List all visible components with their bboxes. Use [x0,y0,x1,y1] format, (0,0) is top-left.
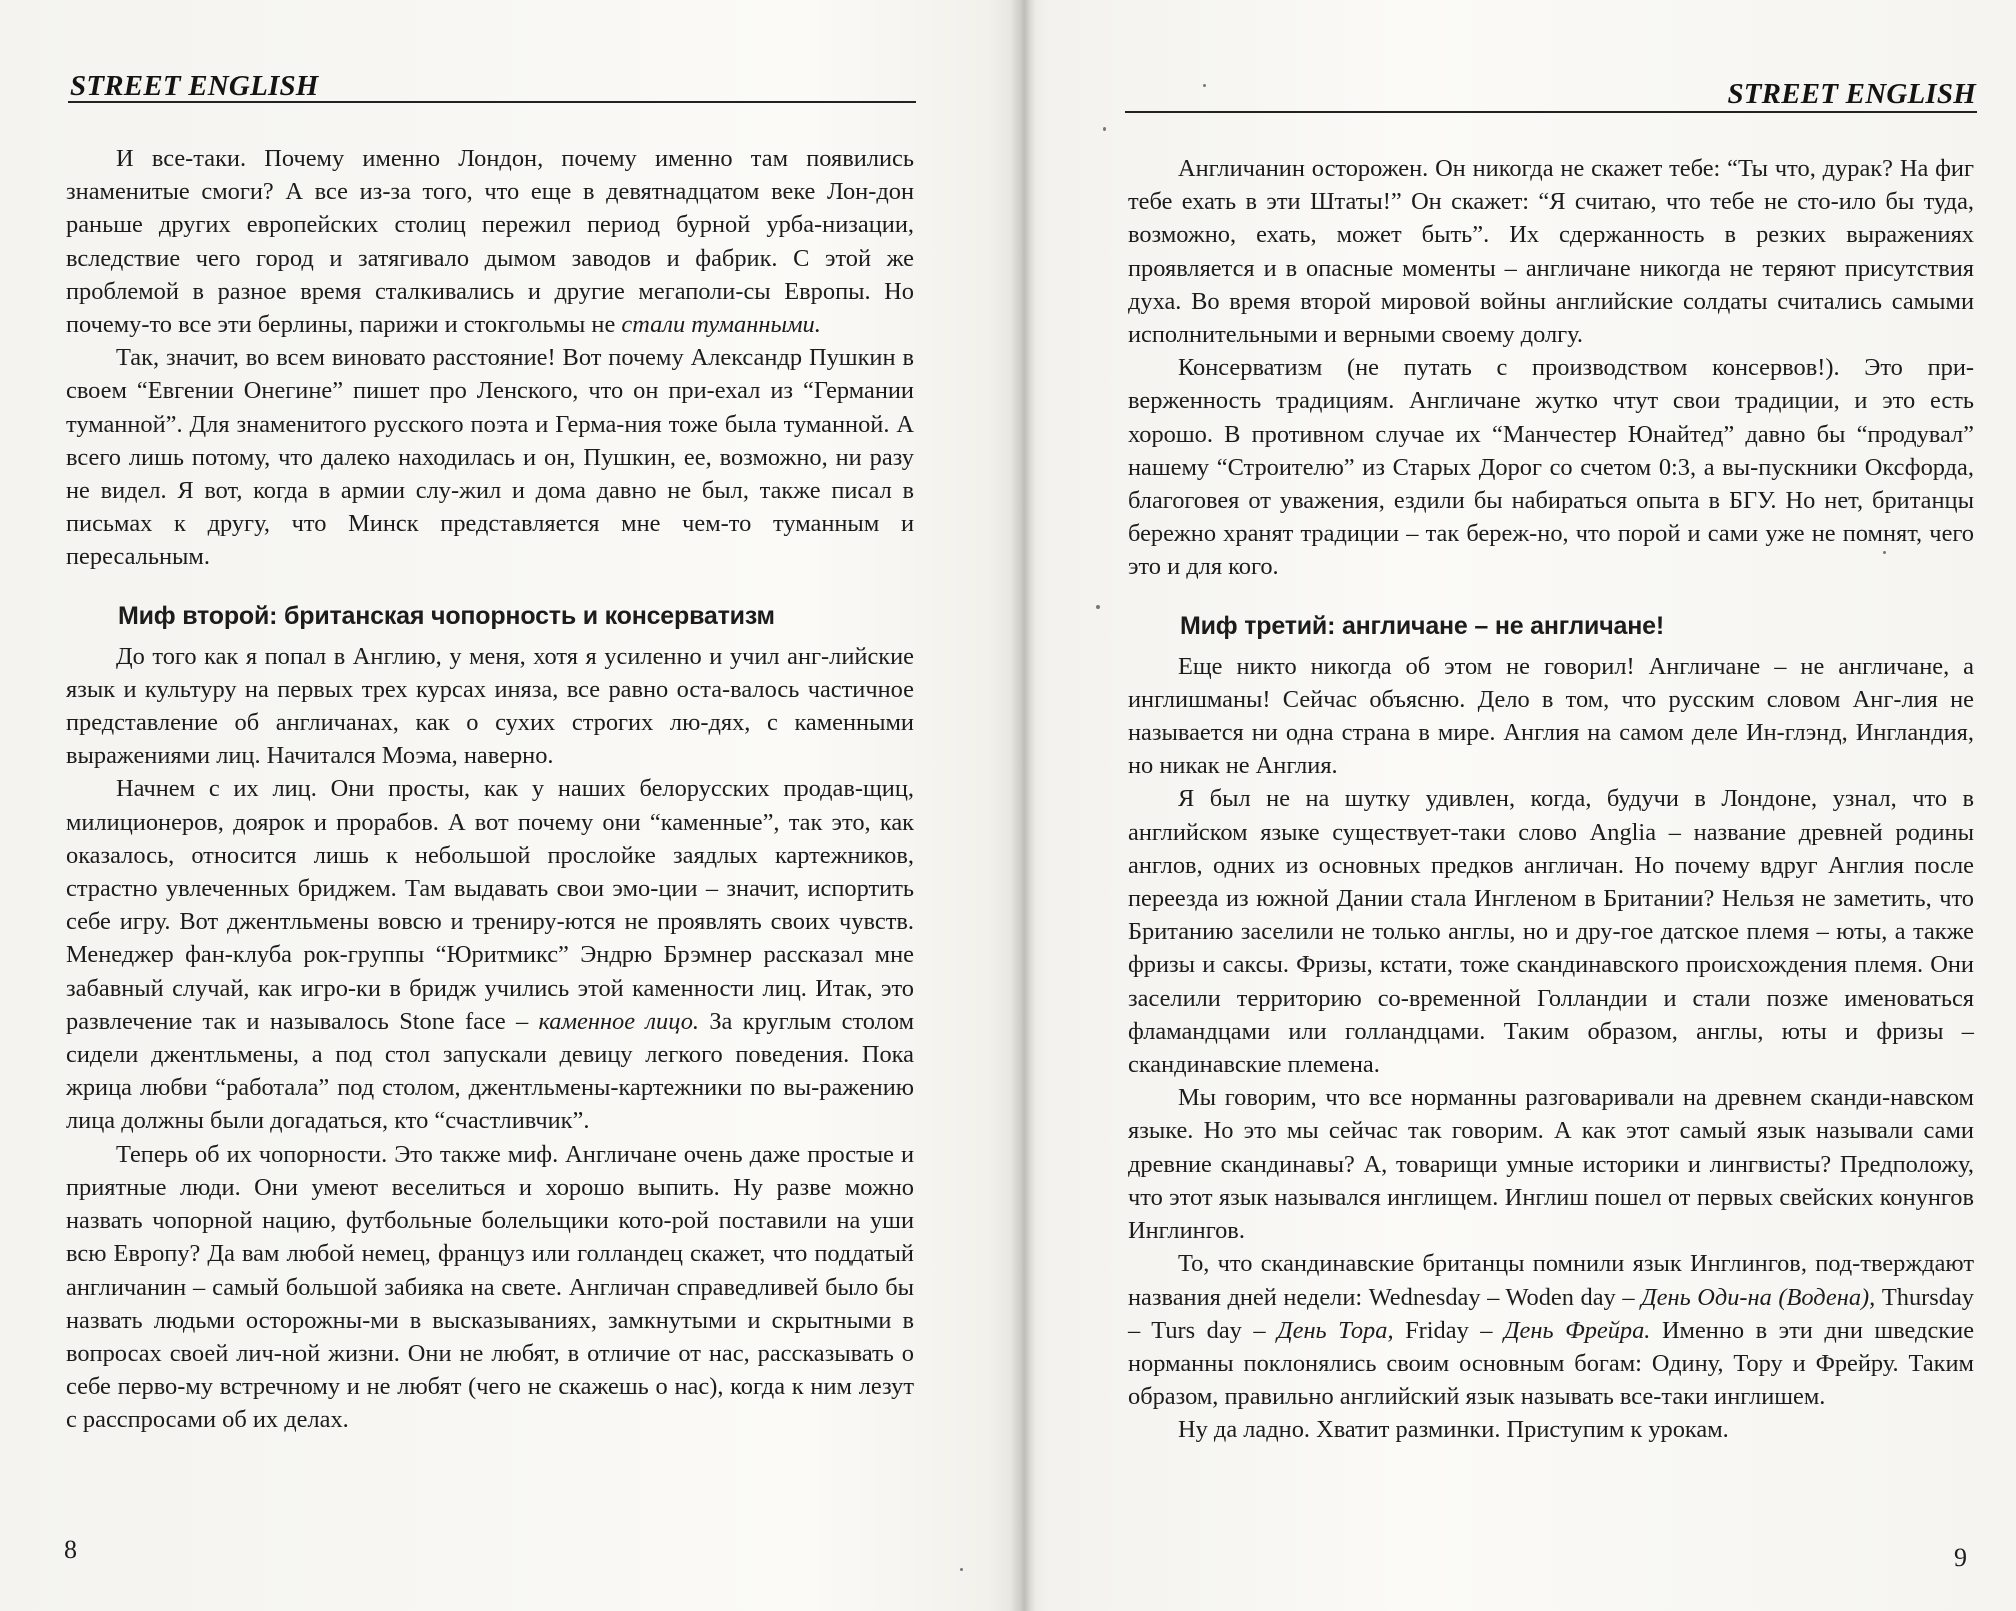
scan-speck [1096,605,1100,609]
paragraph: Начнем с их лиц. Они просты, как у наших белорусских продав-щиц, милиционеров, доярок и прорабов. А вот почему они “каменные”, так это, как оказалось, относится лишь к небольшой прослойке заядлых картежников, страстно увлеченных бриджем. Там выдавать свои эмо-ции – значит, испортить себе игру. Вот джентльмены вовсю и трениру-ются не проявлять своих чувств. Менеджер фан-клуба рок-группы “Юритмикс” Эндрю Брэмнер рассказал мне забавный случай, как игро-ки в бридж учились этой каменности лиц. Итак, это развлечение так и называлось Stone face – каменное лицо. За круглым столом сидели джентльмены, а под стол запускали девицу легкого поведения. Пока жрица любви “работала” под столом, джентльмены-картежники по вы-ражению лица должны были догадаться, кто “счастливчик”. [66,775,915,1135]
left-page [0,0,1000,1611]
page-number-right: 9 [1954,1543,1967,1572]
scan-speck [1103,127,1106,131]
section-heading: Миф второй: британская чопорность и консерватизм [118,601,775,630]
paragraph: Ну да ладно. Хватит разминки. Приступим к урокам. [1178,1416,1729,1444]
page-number-left: 8 [64,1535,77,1564]
paragraph: Я был не на шутку удивлен, когда, будучи в Лондоне, узнал, что в английском языке существует-таки слово Anglia – название древней родины англов, одних из основных предков англичан. Но почему вдруг Англия после переезда из южной Дании стала Ингленом в Британии? Нельзя не заметить, что Британию заселили не только англы, но и дру-гое датское племя – юты, а также фризы и саксы. Фризы, кстати, тоже скандинавского происхождения племя. Они заселили территорию со-временной Голландии и стали позже именоваться фламандцами или голландцами. Таким образом, англы, юты и фризы – скандинавские племена. [1128,785,1974,1079]
running-head-right: STREET ENGLISH [1727,78,1976,110]
paragraph: Англичанин осторожен. Он никогда не скажет тебе: “Ты что, дурак? На фиг тебе ехать в эти Штаты!” Он скажет: “Я считаю, что тебе не сто-ило бы туда, возможно, ехать, может быть”. Их сдержанность в резких выражениях проявляется и в опасные моменты – англичане никогда не теряют присутствия духа. Во время второй мировой войны английские солдаты считались самыми исполнительными и верными своему долгу. [1128,155,1974,349]
paragraph: Консерватизм (не путать с производством консервов!). Это при-верженность традициям. Англичане жутко чтут свои традиции, и это есть хорошо. В противном случае их “Манчестер Юнайтед” давно бы “продувал” нашему “Строителю” из Старых Дорог со счетом 0:3, а вы-пускники Оксфорда, благоговея от уважения, ездили бы набираться опыта в БГУ. Но нет, британцы бережно хранят традиции – так береж-но, что порой и сами уже не помнят, чего это и для кого. [1128,354,1974,581]
section-heading: Миф третий: англичане – не англичане! [1180,611,1664,640]
header-rule-right [1125,111,1977,113]
paragraph: До того как я попал в Англию, у меня, хотя я усиленно и учил анг-лийские язык и культуру на первых трех курсах иняза, все равно оста-валось частичное представление об англичанах, как о сухих строгих лю-дях, с каменными выражениями лиц. Начитался Моэма, наверно. [66,642,914,770]
paragraph: Еще никто никогда об этом не говорил! Англичане – не англичане, а инглишманы! Сейчас объясню. Дело в том, что русским словом Анг-лия не называется ни одна страна в мире. Англия на самом деле Ин-глэнд, Ингландия, но никак не Англия. [1128,652,1974,780]
paragraph: Мы говорим, что все норманны разговаривали на древнем сканди-навском языке. Но это мы сейчас так говорим. А как этот самый язык называли сами древние скандинавы? А, товарищи умные историки и лингвисты? Предположу, что этот язык назывался инглищем. Инглиш пошел от первых свейских конунгов Инглингов. [1128,1084,1974,1245]
header-rule-left [68,101,916,103]
right-text-block [1128,152,1974,1447]
book-gutter [1010,0,1036,1611]
paragraph: Теперь об их чопорности. Это также миф. Англичане очень даже простые и приятные люди. Они умеют веселиться и хорошо выпить. Ну разве можно назвать чопорной нацию, футбольные болельщики кото-рой поставили на уши всю Европу? Да вам любой немец, француз или голландец скажет, что поддатый англичанин – самый большой забияка на свете. Англичан справедливей было бы назвать людьми осторожны-ми в высказываниях, замкнутыми и скрытными в вопросах своей лич-ной жизни. Они не любят, в отличие от нас, рассказывать о себе перво-му встречному и не любят (чего не скажешь о нас), когда к ним лезут с расспросами об их делах. [66,1140,914,1434]
running-head-left: STREET ENGLISH [70,70,319,102]
scan-speck [1203,84,1206,87]
right-page [1040,0,2016,1611]
left-text-block [66,142,914,1437]
paragraph: То, что скандинавские британцы помнили язык Инглингов, под-тверждают названия дней недели: Wednesday – Woden day – День Оди-на (Водена), Thursday – Turs day – День Тора, Friday – День Фрейра. Именно в эти дни шведские норманны поклонялись своим основным богам: Одину, Тору и Фрейру. Таким образом, правильно английский язык называть все-таки инглишем. [1128,1250,1975,1411]
paragraph: И все-таки. Почему именно Лондон, почему именно там появились знаменитые смоги? А все из-за того, что еще в девятнадцатом веке Лон-дон раньше других европейских столиц пережил период бурной урба-низации, вследствие чего город и затягивало дымом заводов и фабрик. С этой же проблемой в разное время сталкивались и другие мегаполи-сы Европы. Но почему-то все эти берлины, парижи и стокгольмы не стали туманными. [66,145,914,339]
paragraph: Так, значит, во всем виновато расстояние! Вот почему Александр Пушкин в своем “Евгении Онегине” пишет про Ленского, что он при-ехал из “Германии туманной”. Для знаменитого русского поэта и Герма-ния тоже была туманной. А всего лишь потому, что далеко находилась и он, Пушкин, ее, возможно, ни разу не видел. Я вот, когда в армии слу-жил и дома давно не был, также писал в письмах к другу, что Минск представляется мне чем-то туманным и пересальным. [66,344,914,571]
scan-speck [1883,551,1886,554]
scan-speck [960,1568,963,1571]
